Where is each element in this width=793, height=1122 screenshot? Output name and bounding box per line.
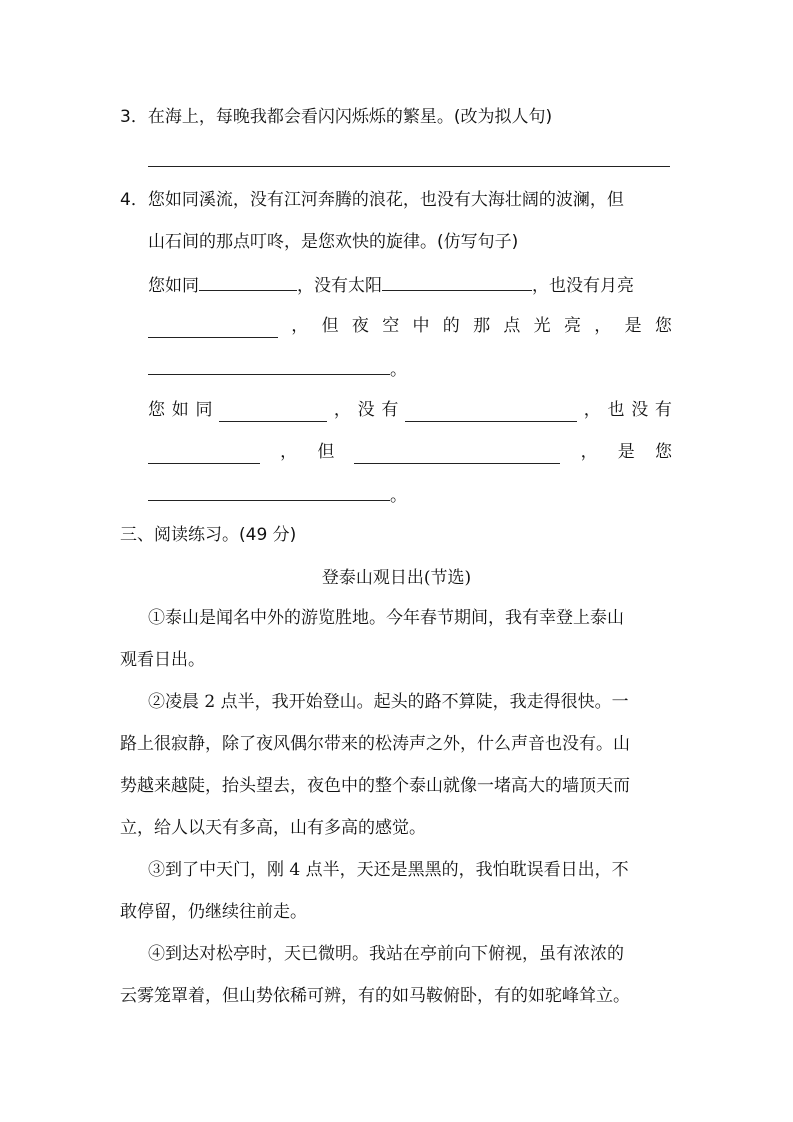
article-line: 云雾笼罩着，但山势依稀可辨，有的如马鞍俯卧，有的如驼峰耸立。	[120, 986, 630, 1006]
blank-8[interactable]	[354, 445, 560, 464]
exercise-1-char: 夜	[351, 316, 369, 336]
exercise-1-text-a: 您如同	[148, 276, 199, 296]
blank-3[interactable]	[148, 319, 278, 338]
article-line: ④到达对松亭时，天已微明。我站在亭前向下俯视，虽有浓浓的	[148, 944, 624, 964]
question-4-number: 4．	[120, 190, 148, 210]
blank-2[interactable]	[382, 272, 532, 291]
exercise-2-line-3	[148, 482, 407, 508]
blank-7[interactable]	[148, 445, 260, 464]
question-3-note: (改为拟人句)	[453, 107, 553, 127]
exercise-2-comma-2: ，	[580, 442, 598, 462]
exercise-1-text-c: ，也没有月亮	[532, 276, 634, 296]
exercise-2-line-1	[148, 398, 672, 422]
article-line: ②凌晨 2 点半，我开始登山。起头的路不算陡，我走得很快。一	[148, 692, 629, 712]
exercise-2-char: ，	[333, 400, 351, 420]
exercise-1-line-3	[148, 356, 407, 382]
question-4-line-1	[120, 188, 624, 212]
exercise-2-char: 您	[654, 442, 672, 462]
exercise-2-char: 有	[654, 400, 672, 420]
exercise-2-char: 如	[171, 400, 189, 420]
article-line: 立，给人以天有多高，山有多高的感觉。	[120, 818, 426, 838]
article-line: ③到了中天门，刚 4 点半，天还是黑黑的，我怕耽误看日出，不	[148, 860, 629, 880]
article-title-note: (节选)	[423, 568, 472, 588]
exercise-1-char: 是	[624, 316, 642, 336]
exercise-1-char: 您	[654, 316, 672, 336]
blank-6[interactable]	[405, 403, 577, 422]
question-4-text-2: 山石间的那点叮咚，是您欢快的旋律。	[148, 232, 437, 252]
article-line: 观看日出。	[120, 650, 205, 670]
exercise-2-char: 但	[317, 442, 335, 462]
exercise-1-period: 。	[390, 360, 407, 380]
exercise-1-line-1	[148, 272, 672, 298]
exercise-1-char: 中	[412, 316, 430, 336]
exercise-2-line-2	[148, 440, 672, 464]
exercise-1-char: 光	[533, 316, 551, 336]
exercise-1-char: 的	[442, 316, 460, 336]
exercise-1-comma-1: ，	[291, 316, 309, 336]
exercise-1-line-2	[148, 314, 672, 338]
exercise-2-char: 没	[357, 400, 375, 420]
question-4-note: (仿写句子)	[437, 232, 519, 252]
answer-line-3[interactable]	[148, 166, 670, 167]
article-line: 势越来越陡，抬头望去，夜色中的整个泰山就像一堵高大的墙顶天而	[120, 776, 630, 796]
exercise-2-period: 。	[390, 486, 407, 506]
exercise-1-text-b: ，没有太阳	[297, 276, 382, 296]
exercise-2-char: 有	[381, 400, 399, 420]
exercise-1-char: 空	[382, 316, 400, 336]
section-3-heading: 三、阅读练习。(49 分)	[120, 525, 297, 545]
question-4-line-2	[148, 230, 518, 254]
question-4-text-1: 您如同溪流，没有江河奔腾的浪花，也没有大海壮阔的波澜，但	[147, 190, 624, 210]
question-3-text: 在海上，每晚我都会看闪闪烁烁的繁星。	[147, 107, 454, 127]
exercise-1-char: 亮	[563, 316, 581, 336]
exercise-2-char: 同	[195, 400, 213, 420]
exercise-1-char: 但	[321, 316, 339, 336]
exercise-2-comma-1: ，	[280, 442, 298, 462]
article-line: 路上很寂静，除了夜风偶尔带来的松涛声之外，什么声音也没有。山	[120, 734, 630, 754]
article-line: ①泰山是闻名中外的游览胜地。今年春节期间，我有幸登上泰山	[148, 608, 624, 628]
exercise-1-char: 那	[473, 316, 491, 336]
exercise-2-char: 没	[631, 400, 649, 420]
article-title-text: 登泰山观日出	[321, 568, 424, 588]
exercise-2-char: ，	[583, 400, 601, 420]
blank-4[interactable]	[148, 356, 390, 375]
exercise-2-char: 也	[607, 400, 625, 420]
blank-9[interactable]	[148, 482, 390, 501]
exercise-2-char: 是	[617, 442, 635, 462]
blank-1[interactable]	[199, 272, 297, 291]
exercise-1-comma-2: ，	[594, 316, 612, 336]
article-line: 敢停留，仍继续往前走。	[120, 902, 307, 922]
exercise-2-char: 您	[148, 400, 165, 420]
blank-5[interactable]	[219, 403, 327, 422]
article-title	[0, 566, 793, 590]
question-3-number: 3．	[120, 107, 148, 127]
exercise-1-char: 点	[503, 316, 521, 336]
question-3	[120, 105, 552, 129]
